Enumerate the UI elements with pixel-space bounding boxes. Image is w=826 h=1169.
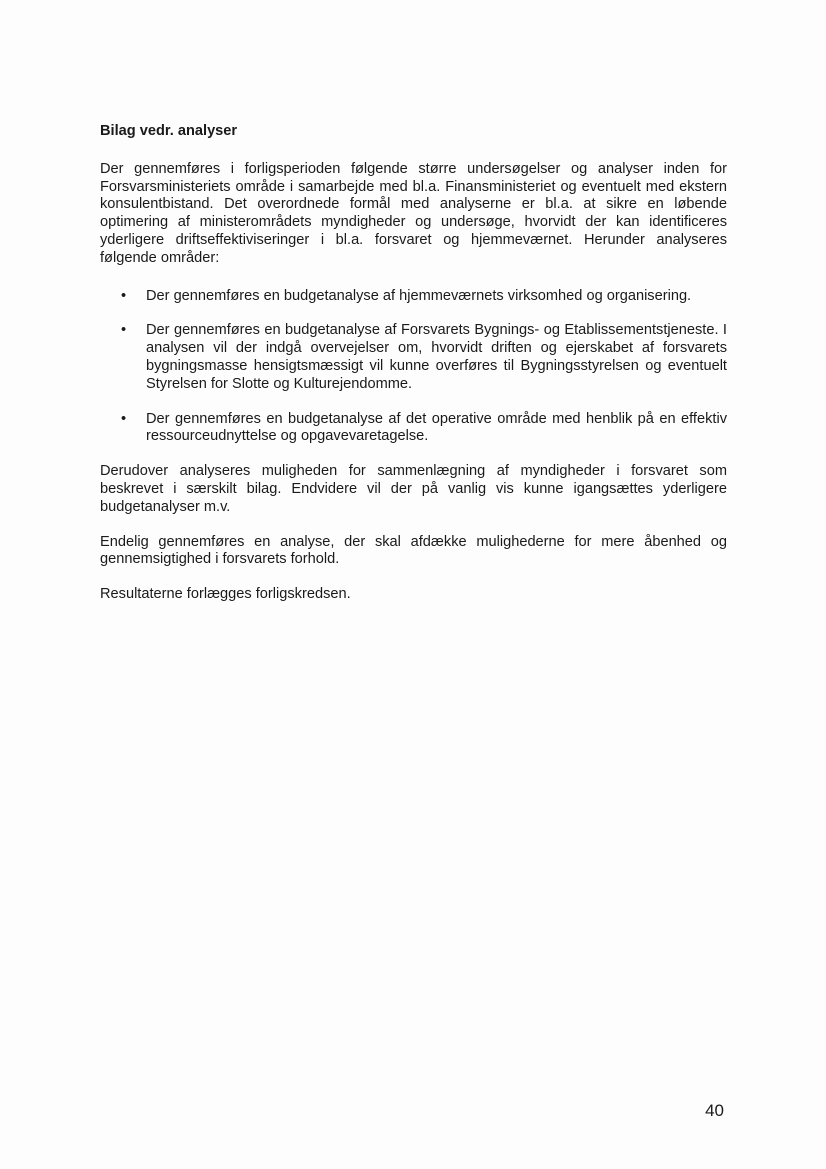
transparency-paragraph: Endelig gennemføres en analyse, der skal afdække mulighederne for mere åbenhed og gennemsigtighed i forsvarets forhold. xyxy=(100,533,727,568)
bullet-marker: • xyxy=(121,287,127,304)
merger-paragraph: Derudover analyseres muligheden for sammenlægning af myndigheder i forsvaret som beskrevet i særskilt bilag. Endvidere vil der på vanlig vis kunne igangsættes yderligere budgetanalyser m.v. xyxy=(100,463,727,515)
analysis-bullet-list xyxy=(100,288,727,447)
page-number: 40 xyxy=(705,1101,724,1120)
document-body xyxy=(100,123,727,621)
bullet-item-buildings xyxy=(100,322,727,393)
intro-paragraph: Der gennemføres i forligsperioden følgende større undersøgelser og analyser inden for Forsvarsministeriets område i samarbejde med bl.a. Finansministeriet og eventuelt med ekstern konsulentbistand. Det overordnede formål med analyserne er bl.a. at sikre en løbende optimering af ministerområdets myndigheder og undersøge, hvorvidt der kan identificeres yderligere driftseffektiviseringer i bl.a. forsvaret og hjemmeværnet. Herunder analyseres følgende områder: xyxy=(100,160,727,266)
bullet-item-homeguard xyxy=(100,288,727,306)
document-heading: Bilag vedr. analyser xyxy=(100,123,238,139)
bullet-text: Der gennemføres en budgetanalyse af det operative område med henblik på en effektiv ressourceudnyttelse og opgavevaretagelse. xyxy=(146,410,727,445)
bullet-marker: • xyxy=(121,322,127,339)
bullet-item-operative xyxy=(100,411,727,447)
bullet-marker: • xyxy=(121,410,127,427)
bullet-text: Der gennemføres en budgetanalyse af Forsvarets Bygnings- og Etablissementstjeneste. I analysen vil der indgå overvejelser om, hvorvidt driften og ejerskabet af forsvarets bygningsmasse hensigtsmæssigt vil kunne overføres til Bygningsstyrelsen og eventuelt Styrelsen for Slotte og Kulturejendomme. xyxy=(146,322,727,392)
bullet-text: Der gennemføres en budgetanalyse af hjemmeværnets virksomhed og organisering. xyxy=(146,287,692,304)
results-paragraph: Resultaterne forlægges forligskredsen. xyxy=(100,586,351,603)
